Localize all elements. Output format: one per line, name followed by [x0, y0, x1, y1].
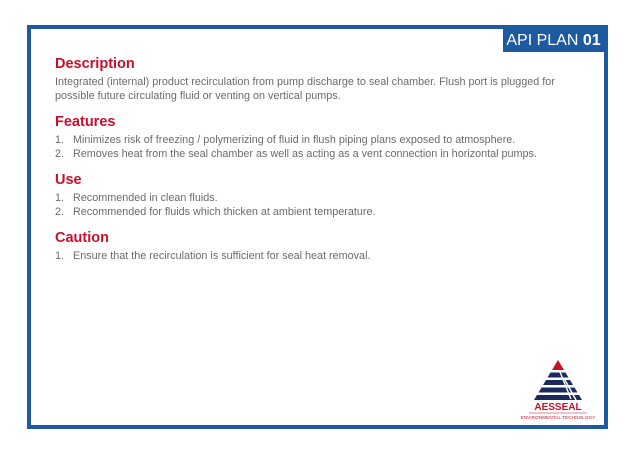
- list-item-text: Recommended in clean fluids.: [73, 192, 218, 204]
- aesseal-logo: [519, 358, 597, 422]
- description-heading: Description: [55, 56, 135, 72]
- list-item-text: Minimizes risk of freezing / polymerizing of fluid in flush piping plans exposed to atmosphere.: [73, 134, 516, 146]
- caution-list: [55, 249, 595, 263]
- plan-badge-prefix: API PLAN: [506, 32, 579, 49]
- list-item-number: 1.: [55, 192, 65, 204]
- list-item: [55, 147, 595, 161]
- list-item: [55, 249, 595, 263]
- content: [55, 56, 595, 274]
- list-item: [55, 133, 595, 147]
- list-item-number: 1.: [55, 250, 65, 262]
- list-item-text: Ensure that the recirculation is sufficient for seal heat removal.: [73, 250, 371, 262]
- plan-badge: [503, 29, 604, 52]
- list-item-number: 1.: [55, 134, 65, 146]
- page-frame: [27, 25, 608, 429]
- logo-tagline: ENVIRONMENTAL TECHNOLOGY: [520, 415, 596, 420]
- list-item-text: Recommended for fluids which thicken at ambient temperature.: [73, 206, 376, 218]
- list-item-number: 2.: [55, 206, 65, 218]
- features-list: [55, 133, 595, 161]
- description-text: Integrated (internal) product recirculation from pump discharge to seal chamber. Flush port is plugged for possible future circulating fluid or venting on vertical pumps.: [55, 76, 555, 102]
- features-heading: Features: [55, 114, 116, 130]
- list-item: [55, 191, 595, 205]
- use-section: [55, 172, 595, 219]
- list-item-number: 2.: [55, 148, 65, 160]
- list-item: [55, 205, 595, 219]
- aesseal-logo-mark: [519, 358, 597, 416]
- features-section: [55, 114, 595, 161]
- use-heading: Use: [55, 172, 82, 188]
- list-item-text: Removes heat from the seal chamber as well as acting as a vent connection in horizontal pumps.: [73, 148, 537, 160]
- caution-heading: Caution: [55, 230, 109, 246]
- description-section: [55, 56, 595, 103]
- plan-badge-number: 01: [582, 32, 601, 49]
- caution-section: [55, 230, 595, 263]
- logo-brand-text: AESSEAL: [534, 402, 582, 413]
- use-list: [55, 191, 595, 219]
